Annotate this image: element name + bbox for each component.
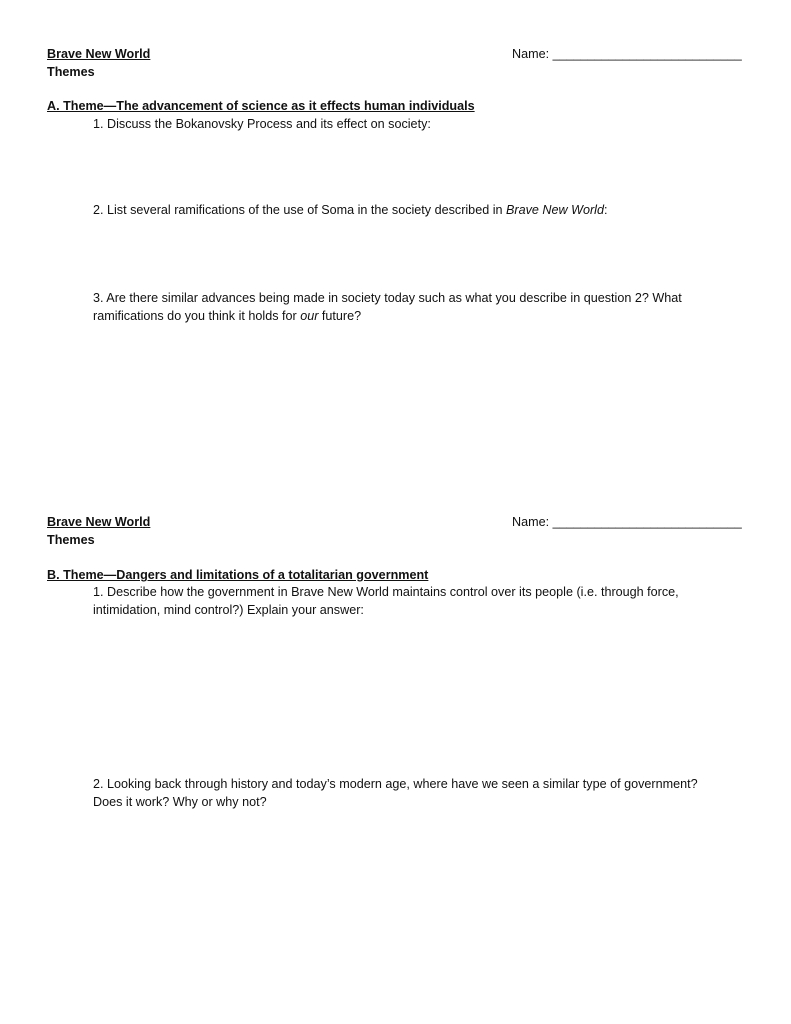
question-text-line-2: Does it work? Why or why not?: [93, 794, 267, 809]
emphasis-italic: our: [300, 308, 319, 323]
question-text: 1. Discuss the Bokanovsky Process and its effect on society:: [93, 117, 431, 131]
book-title-italic: Brave New World: [506, 203, 604, 217]
subtitle: Themes: [47, 65, 95, 79]
question-text: ramifications do you think it holds for: [93, 308, 301, 323]
question-text-line-1: 1. Describe how the government in Brave New World maintains control over its people (i.e. through force,: [93, 585, 679, 599]
question-text-line-1: 3. Are there similar advances being made in society today such as what you describe in question 2? What: [93, 291, 682, 305]
book-title: Brave New World: [47, 47, 151, 61]
question-1: [93, 116, 743, 134]
question-2: [93, 202, 743, 220]
question-3: [93, 290, 743, 325]
question-text-end: :: [603, 203, 608, 217]
name-field: Name: ___________________________: [512, 47, 742, 61]
question-text-end: future?: [318, 308, 362, 323]
subtitle: Themes: [47, 533, 95, 547]
question-text-line-2: intimidation, mind control?) Explain your answer:: [93, 602, 364, 617]
question-text: 2. List several ramifications of the use of Soma in the society described in: [93, 203, 506, 217]
section-heading: A. Theme—The advancement of science as it effects human individuals: [47, 99, 475, 113]
name-field: Name: ___________________________: [512, 515, 742, 529]
question-2: [93, 776, 743, 811]
question-text-line-2: [93, 308, 743, 326]
question-1: [93, 584, 743, 619]
section-heading: B. Theme—Dangers and limitations of a totalitarian government: [47, 568, 429, 582]
question-text-line-1: 2. Looking back through history and today’s modern age, where have we seen a similar type of government?: [93, 777, 698, 791]
book-title: Brave New World: [47, 515, 151, 529]
